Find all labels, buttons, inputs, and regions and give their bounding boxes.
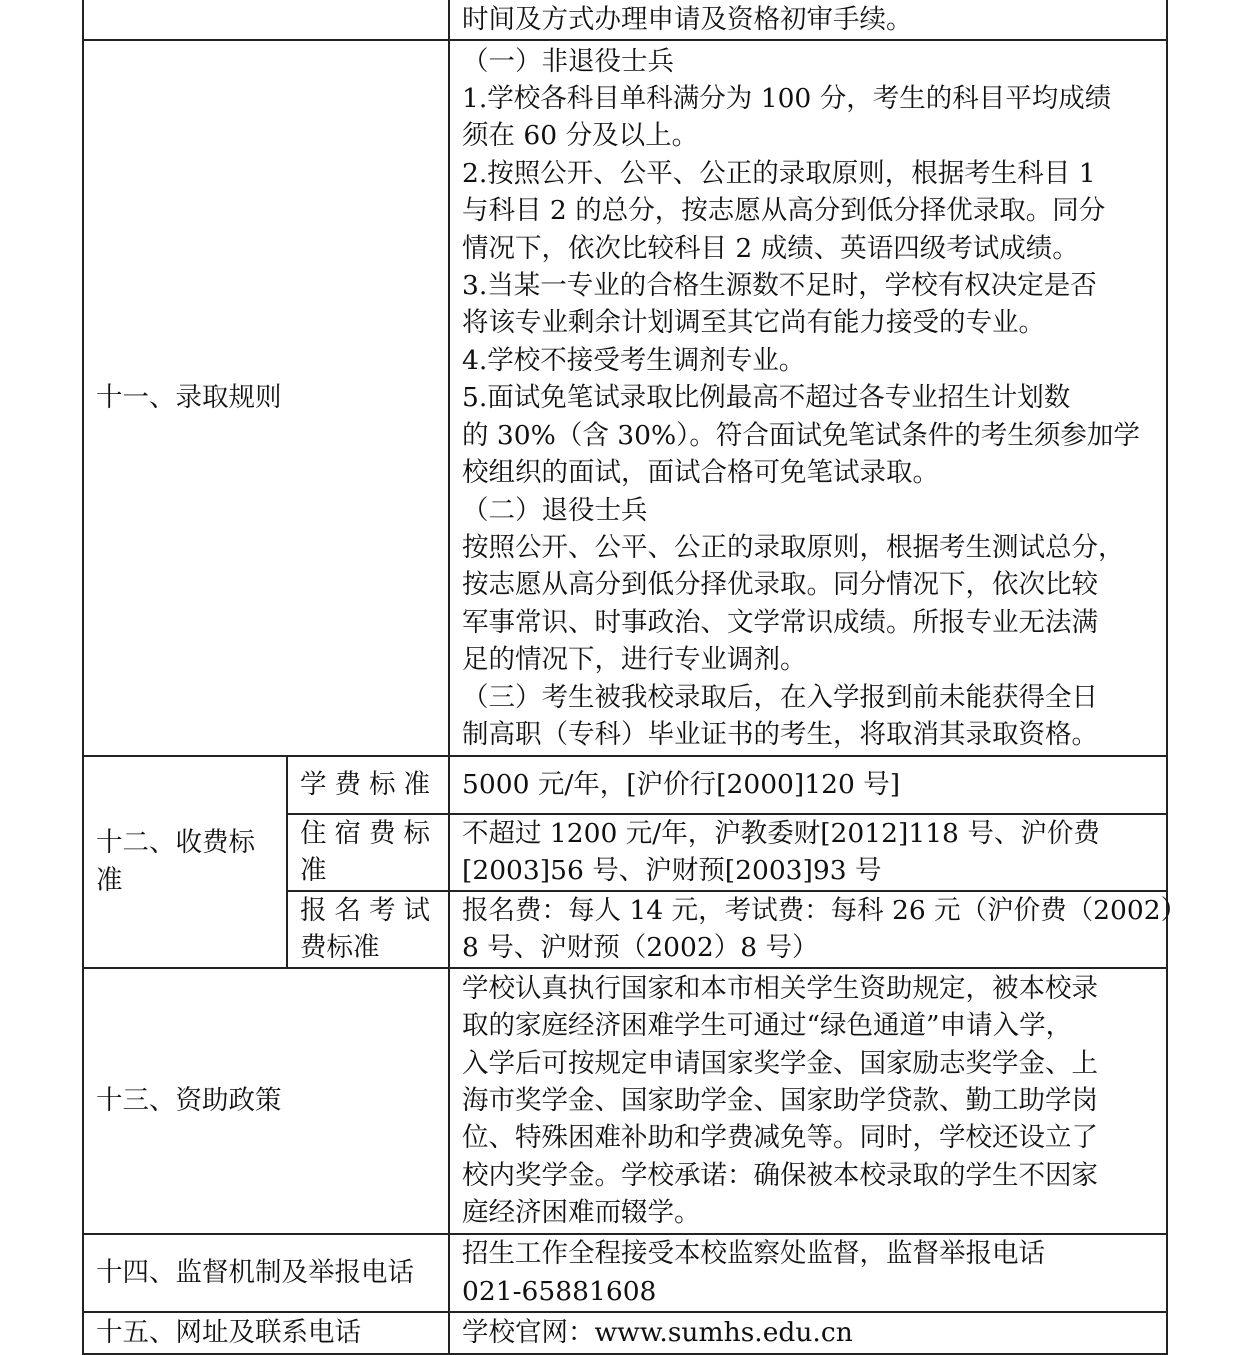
admission-info-table <box>82 0 1188 1355</box>
aid-line: 校内奖学金。学校承诺：确保被本校录取的学生不因家 <box>462 1159 1098 1191</box>
housing-label: 住宿费标准 <box>287 814 449 891</box>
admission-line: 须在 60 分及以上。 <box>462 120 699 152</box>
admission-line: 按志愿从高分到低分择优录取。同分情况下，依次比较 <box>462 569 1098 601</box>
financial-aid-content <box>449 968 1167 1234</box>
supervision-label: 十四、监督机制及举报电话 <box>83 1234 449 1312</box>
aid-line: 取的家庭经济困难学生可通过“绿色通道”申请入学， <box>462 1010 1073 1042</box>
admission-line: 3.当某一专业的合格生源数不足时，学校有权决定是否 <box>462 270 1097 302</box>
row-website <box>83 1312 1167 1354</box>
admission-rules-label: 十一、录取规则 <box>83 40 449 756</box>
housing-line: 不超过 1200 元/年，沪教委财[2012]118 号、沪价费 <box>462 818 1100 849</box>
supervision-line: 021-65881608 <box>462 1275 657 1307</box>
aid-line: 入学后可按规定申请国家奖学金、国家励志奖学金、上 <box>462 1047 1098 1079</box>
admission-line: （二）退役士兵 <box>462 494 648 526</box>
housing-content <box>449 814 1167 891</box>
aid-line: 位、特殊困难补助和学费减免等。同时，学校还设立了 <box>462 1122 1098 1154</box>
admission-line: 5.面试免笔试录取比例最高不超过各专业招生计划数 <box>462 382 1071 414</box>
admission-line: 制高职（专科）毕业证书的考生，将取消其录取资格。 <box>462 718 1098 750</box>
row-continuation <box>83 0 1167 40</box>
admission-line: 1.学校各科目单科满分为 100 分，考生的科目平均成绩 <box>462 83 1112 115</box>
financial-aid-label: 十三、资助政策 <box>83 968 449 1234</box>
supervision-line: 招生工作全程接受本校监察处监督，监督举报电话 <box>462 1238 1045 1270</box>
website-content <box>449 1312 1167 1354</box>
admission-line: （一）非退役士兵 <box>462 45 674 77</box>
aid-line: 学校认真执行国家和本市相关学生资助规定，被本校录 <box>462 972 1098 1004</box>
admission-line: （三）考生被我校录取后，在入学报到前未能获得全日 <box>462 681 1098 713</box>
exam-fee-label-line: 报名考试 <box>300 894 436 926</box>
row-fee-tuition <box>83 756 1167 814</box>
admission-rules-content <box>449 40 1167 756</box>
aid-line: 海市奖学金、国家助学金、国家助学贷款、勤工助学岗 <box>462 1084 1098 1116</box>
exam-fee-label <box>287 891 449 968</box>
fee-standards-label: 十二、收费标准 <box>83 756 287 968</box>
row-admission-rules <box>83 40 1167 756</box>
exam-fee-line: 8 号、沪财预（2002）8 号） <box>462 932 819 964</box>
admission-line: 将该专业剩余计划调至其它尚有能力接受的专业。 <box>462 307 1045 339</box>
row-supervision <box>83 1234 1167 1312</box>
aid-line: 庭经济困难而辍学。 <box>462 1197 701 1229</box>
supervision-content <box>449 1234 1167 1312</box>
admission-line: 的 30%（含 30%）。符合面试免笔试条件的考生须参加学 <box>462 419 1140 451</box>
admission-line: 4.学校不接受考生调剂专业。 <box>462 344 806 376</box>
row-continuation-content <box>449 0 1167 40</box>
exam-fee-line: 报名费：每人 14 元，考试费：每科 26 元（沪价费（2002） <box>462 894 1188 926</box>
admission-line: 足的情况下，进行专业调剂。 <box>462 644 807 676</box>
website-label: 十五、网址及联系电话 <box>83 1312 449 1354</box>
admission-line: 情况下，依次比较科目 2 成绩、英语四级考试成绩。 <box>462 232 1079 264</box>
housing-line: [2003]56 号、沪财预[2003]93 号 <box>462 855 882 887</box>
admission-line: 与科目 2 的总分，按志愿从高分到低分择优录取。同分 <box>462 195 1106 227</box>
website-line: 学校官网：www.sumhs.edu.cn <box>462 1316 853 1348</box>
tuition-line: 5000 元/年，[沪价行[2000]120 号] <box>462 769 901 801</box>
continuation-text: 时间及方式办理申请及资格初审手续。 <box>462 3 913 35</box>
row-financial-aid <box>83 968 1167 1234</box>
exam-fee-label-line: 费标准 <box>300 932 380 964</box>
row-continuation-label <box>83 0 449 40</box>
tuition-label: 学费标准 <box>287 756 449 814</box>
tuition-content <box>449 756 1167 814</box>
admission-line: 校组织的面试，面试合格可免笔试录取。 <box>462 457 939 489</box>
exam-fee-content <box>449 891 1188 968</box>
admission-line: 军事常识、时事政治、文学常识成绩。所报专业无法满 <box>462 606 1098 638</box>
admission-line: 2.按照公开、公平、公正的录取原则，根据考生科目 1 <box>462 157 1096 189</box>
admission-line: 按照公开、公平、公正的录取原则，根据考生测试总分， <box>462 531 1125 563</box>
